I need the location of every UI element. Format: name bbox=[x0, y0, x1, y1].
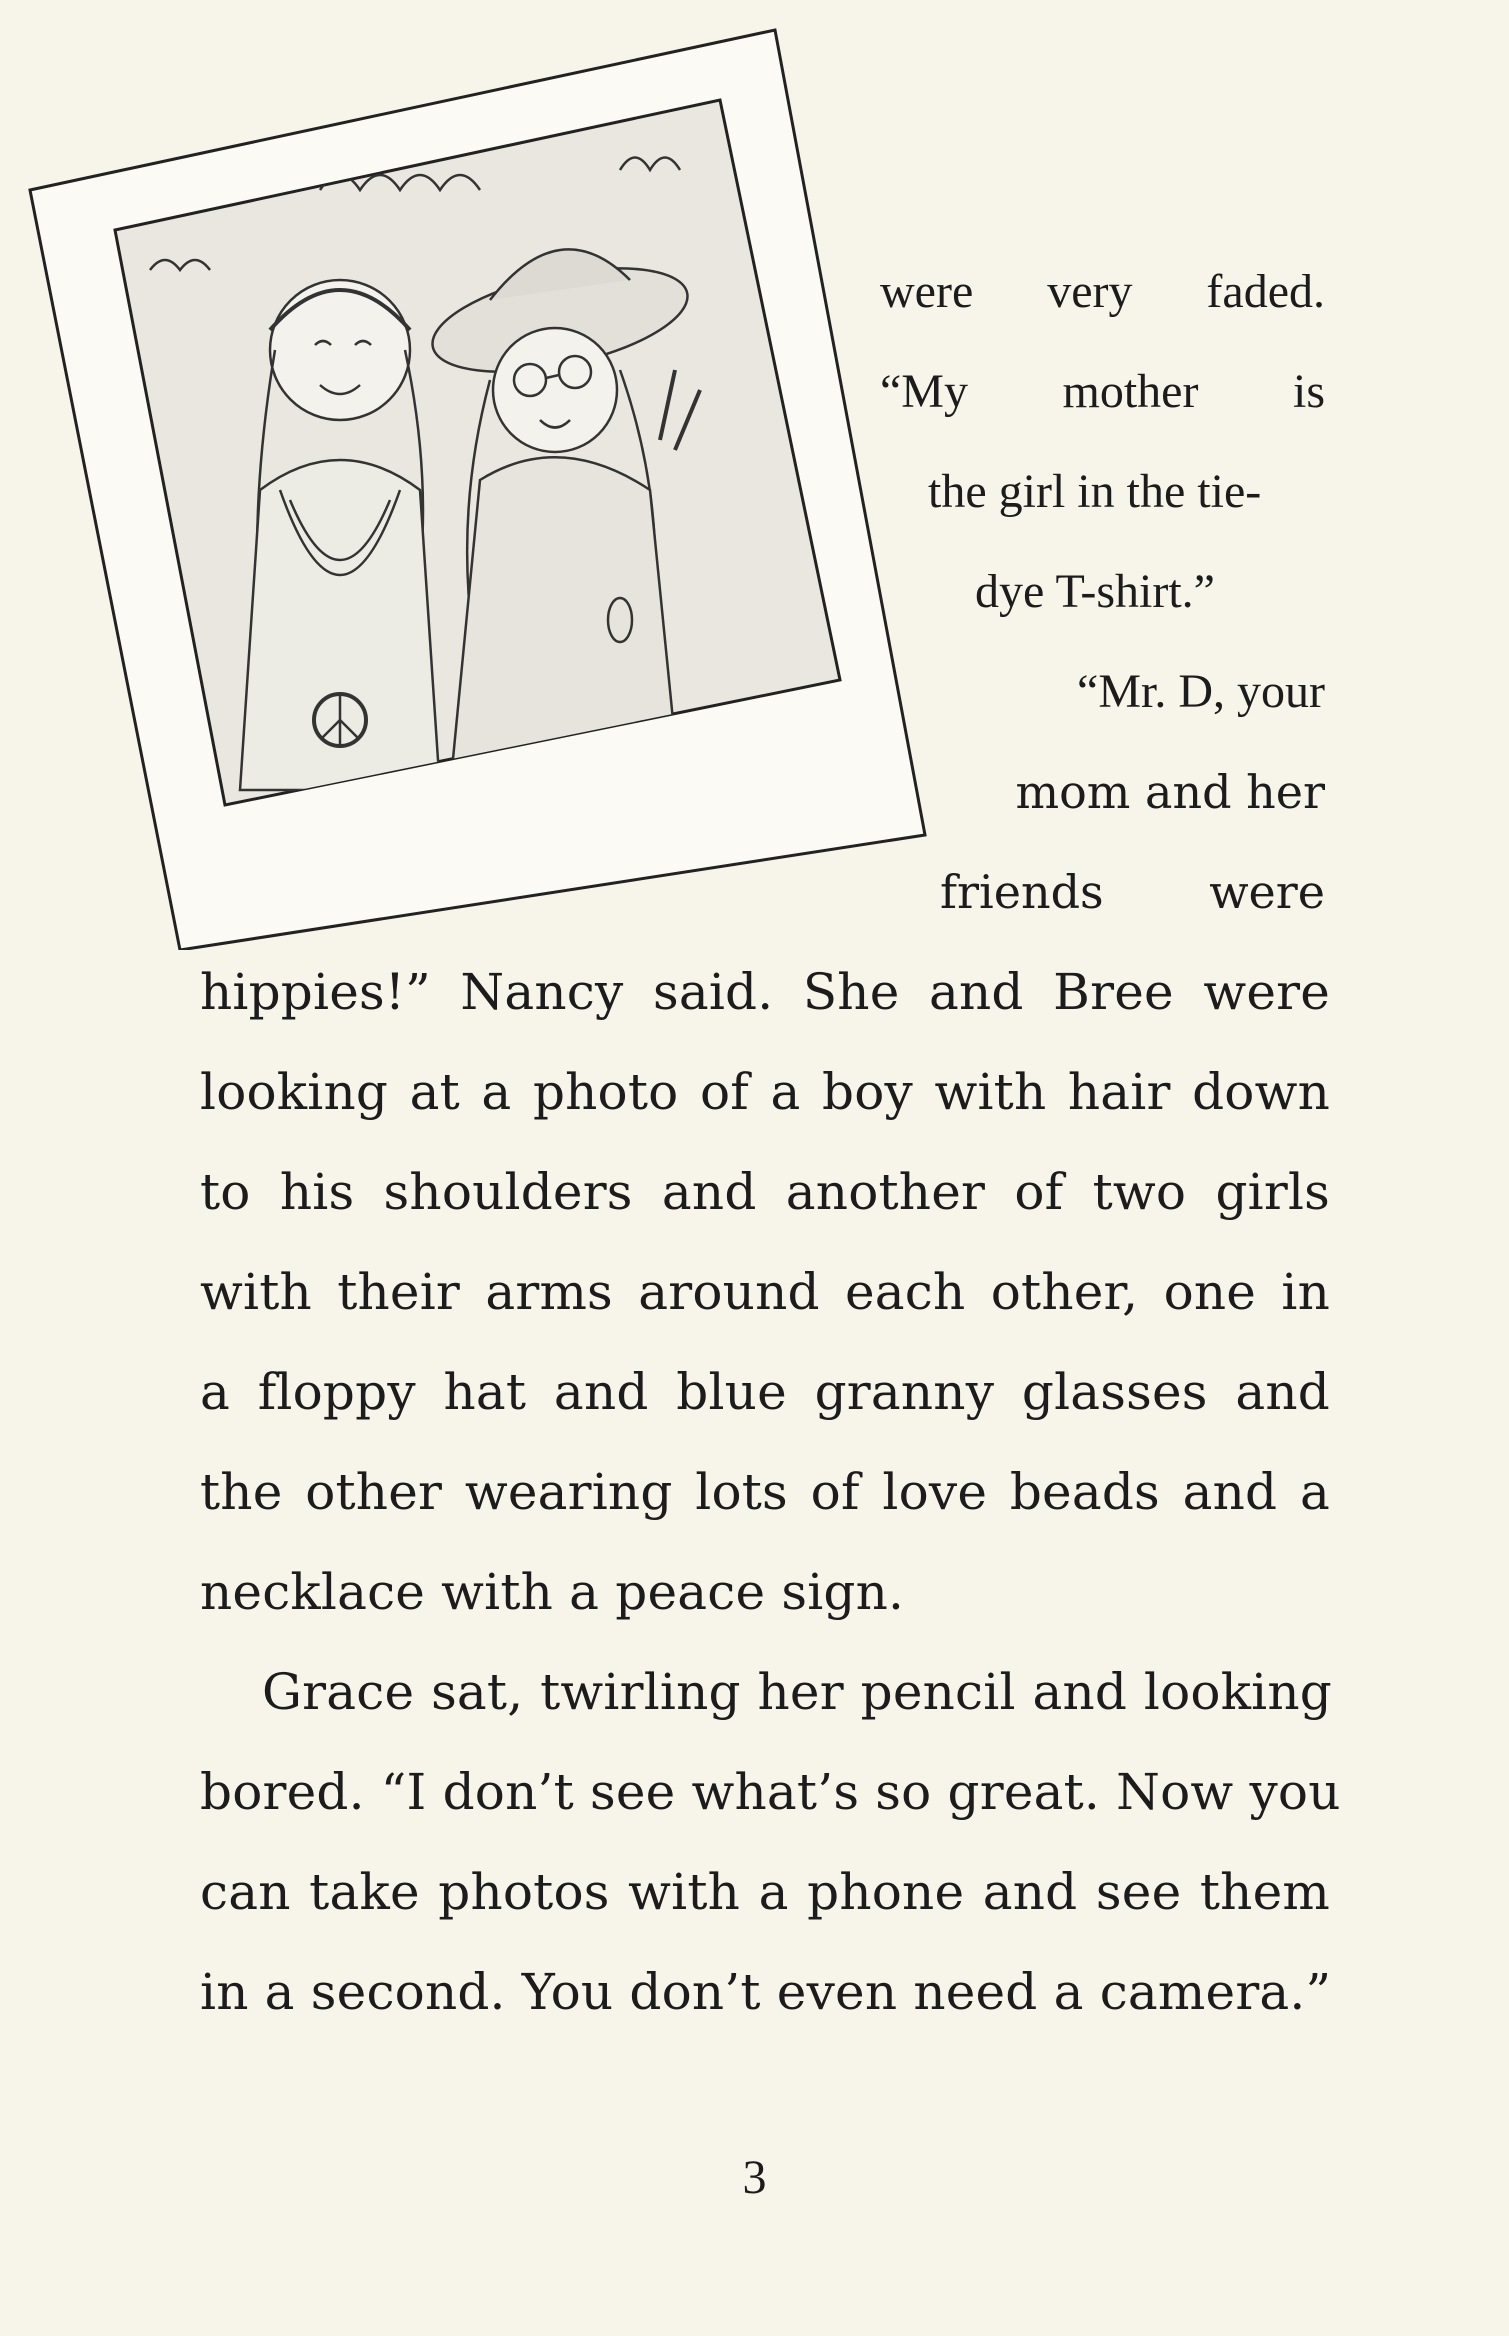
text-line-content: were very faded. bbox=[880, 265, 1325, 318]
text-line-content: to his shoulders and another of two girls bbox=[200, 1163, 1330, 1221]
text-line-content: “Mr. D, your bbox=[1077, 665, 1325, 718]
text-line bbox=[262, 1662, 1332, 1722]
text-line bbox=[200, 1262, 1330, 1322]
text-line bbox=[200, 1462, 1330, 1522]
text-line bbox=[880, 762, 1325, 822]
text-line bbox=[200, 1062, 1330, 1122]
text-line bbox=[200, 1162, 1330, 1222]
text-line-content: dye T-shirt.” bbox=[975, 565, 1215, 618]
text-line-content: a floppy hat and blue granny glasses and bbox=[200, 1363, 1330, 1421]
polaroid-photo-illustration bbox=[20, 20, 940, 950]
text-line-content: “My mother is bbox=[880, 365, 1325, 418]
text-line-content: the other wearing lots of love beads and a bbox=[200, 1463, 1330, 1521]
page-number: 3 bbox=[742, 2151, 767, 2204]
text-line bbox=[200, 1562, 1330, 1622]
text-line bbox=[940, 862, 1325, 922]
text-line-content: friends were bbox=[940, 865, 1325, 919]
text-line bbox=[200, 1362, 1330, 1422]
text-line-content: can take photos with a phone and see them bbox=[200, 1863, 1330, 1921]
text-line-content: mom and her bbox=[1015, 765, 1325, 819]
text-line-content: in a second. You don’t even need a camera.” bbox=[200, 1963, 1332, 2021]
text-line bbox=[880, 362, 1325, 422]
text-line bbox=[880, 262, 1325, 322]
text-line-content: with their arms around each other, one in bbox=[200, 1263, 1330, 1321]
text-line-content: looking at a photo of a boy with hair down bbox=[200, 1063, 1330, 1121]
text-line bbox=[200, 1762, 1341, 1822]
text-line-content: necklace with a peace sign. bbox=[200, 1563, 905, 1621]
text-line-content: Grace sat, twirling her pencil and looking bbox=[262, 1663, 1332, 1721]
text-line-content: bored. “I don’t see what’s so great. Now you bbox=[200, 1763, 1341, 1821]
text-line bbox=[928, 462, 1328, 522]
text-line bbox=[200, 1962, 1330, 2022]
text-line bbox=[200, 1862, 1330, 1922]
text-line bbox=[975, 562, 1330, 622]
text-line-content: hippies!” Nancy said. She and Bree were bbox=[200, 963, 1330, 1021]
text-line bbox=[880, 662, 1325, 722]
text-line bbox=[200, 962, 1330, 1022]
polaroid-photo-two-hippie-girls-icon bbox=[30, 30, 925, 950]
text-line-content: the girl in the tie- bbox=[928, 465, 1262, 518]
